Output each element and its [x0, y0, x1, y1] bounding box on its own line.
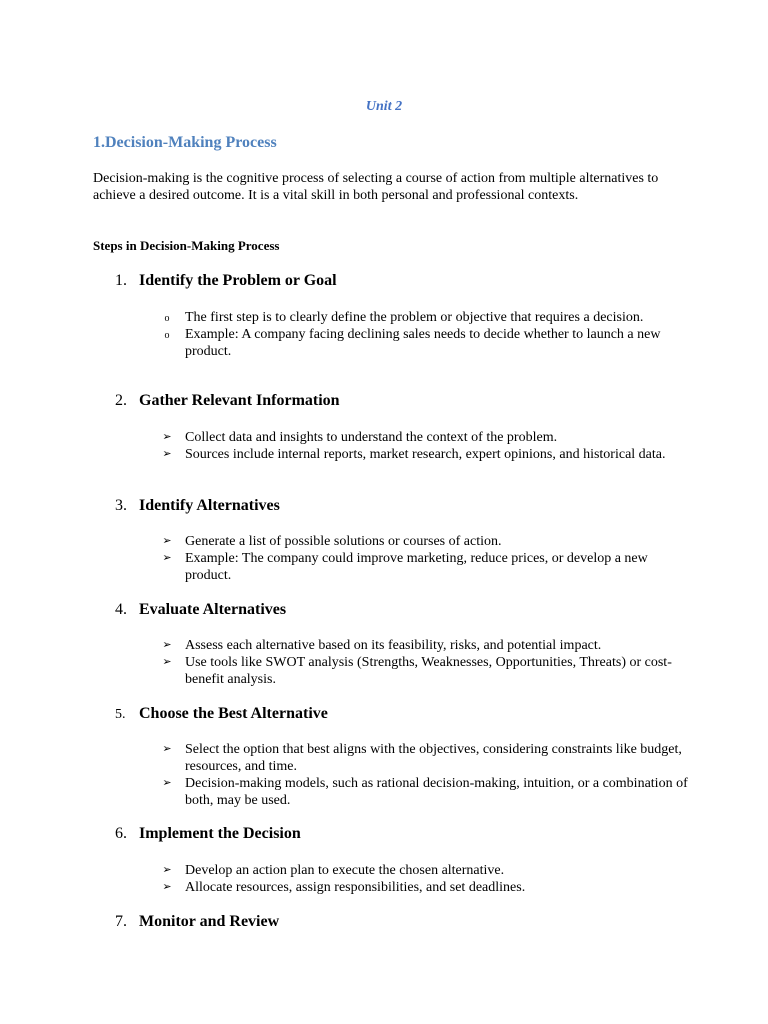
bullet-text: Collect data and insights to understand the context of the problem.	[185, 430, 558, 445]
step-5-bullets	[160, 741, 690, 809]
circle-bullet-icon: o	[164, 330, 170, 341]
arrowhead-bullet-icon: ➢	[162, 656, 172, 668]
step-title: Identify the Problem or Goal	[139, 272, 337, 289]
step-title: Implement the Decision	[139, 825, 301, 842]
bullet-text: Select the option that best aligns with the objectives, considering constraints like budget, resources, and time.	[185, 742, 682, 774]
unit-title: Unit 2	[365, 99, 403, 114]
step-number: 4.	[115, 601, 127, 618]
list-item	[160, 446, 690, 463]
bullet-text: Generate a list of possible solutions or courses of action.	[185, 534, 502, 549]
bullet-text: Example: The company could improve marketing, reduce prices, or develop a new product.	[185, 551, 648, 583]
arrowhead-bullet-icon: ➢	[162, 743, 172, 755]
step-5-heading	[115, 705, 328, 723]
bullet-text: Assess each alternative based on its feasibility, risks, and potential impact.	[185, 638, 602, 653]
arrowhead-bullet-icon: ➢	[162, 448, 172, 460]
step-2-heading	[115, 392, 340, 410]
step-7-heading	[115, 913, 279, 931]
list-item	[160, 326, 690, 360]
list-item	[160, 654, 690, 688]
arrowhead-bullet-icon: ➢	[162, 552, 172, 564]
step-1-heading	[115, 272, 337, 290]
step-6-bullets	[160, 862, 690, 896]
arrowhead-bullet-icon: ➢	[162, 431, 172, 443]
intro-paragraph: Decision-making is the cognitive process of selecting a course of action from multiple alternatives to achieve a desired outcome. It is a vital skill in both personal and professional contexts.	[93, 171, 659, 203]
step-title: Choose the Best Alternative	[139, 705, 328, 722]
bullet-text: Use tools like SWOT analysis (Strengths, Weaknesses, Opportunities, Threats) or cost-benefit analysis.	[185, 655, 672, 687]
bullet-text: Develop an action plan to execute the chosen alternative.	[185, 863, 505, 878]
step-2-bullets	[160, 429, 690, 463]
section-title: 1.Decision-Making Process	[93, 134, 277, 151]
step-3-bullets	[160, 533, 690, 584]
step-number: 3.	[115, 497, 127, 514]
step-number: 2.	[115, 392, 127, 409]
bullet-text: Example: A company facing declining sales needs to decide whether to launch a new product.	[185, 327, 661, 359]
arrowhead-bullet-icon: ➢	[162, 864, 172, 876]
step-title: Gather Relevant Information	[139, 392, 340, 409]
step-title: Identify Alternatives	[139, 497, 280, 514]
list-item	[160, 637, 690, 654]
bullet-text: Sources include internal reports, market research, expert opinions, and historical data.	[185, 447, 666, 462]
bullet-text: The first step is to clearly define the problem or objective that requires a decision.	[185, 310, 644, 325]
bullet-text: Allocate resources, assign responsibilities, and set deadlines.	[185, 880, 526, 895]
list-item	[160, 309, 690, 326]
step-3-heading	[115, 497, 280, 515]
step-number: 6.	[115, 825, 127, 842]
steps-heading: Steps in Decision-Making Process	[93, 238, 280, 253]
circle-bullet-icon: o	[164, 313, 170, 324]
arrowhead-bullet-icon: ➢	[162, 881, 172, 893]
bullet-text: Decision-making models, such as rational decision-making, intuition, or a combination of both, may be used.	[185, 776, 688, 808]
step-title: Monitor and Review	[139, 913, 280, 930]
list-item	[160, 879, 690, 896]
list-item	[160, 741, 690, 775]
list-item	[160, 533, 690, 550]
arrowhead-bullet-icon: ➢	[162, 639, 172, 651]
step-number: 7.	[115, 913, 127, 930]
arrowhead-bullet-icon: ➢	[162, 535, 172, 547]
list-item	[160, 775, 690, 809]
step-number: 1.	[115, 272, 127, 289]
step-4-bullets	[160, 637, 690, 688]
list-item	[160, 550, 690, 584]
step-title: Evaluate Alternatives	[139, 601, 287, 618]
step-4-heading	[115, 601, 286, 619]
step-1-bullets	[160, 309, 690, 360]
step-number: 5.	[115, 707, 126, 722]
list-item	[160, 429, 690, 446]
arrowhead-bullet-icon: ➢	[162, 777, 172, 789]
step-6-heading	[115, 825, 301, 843]
list-item	[160, 862, 690, 879]
